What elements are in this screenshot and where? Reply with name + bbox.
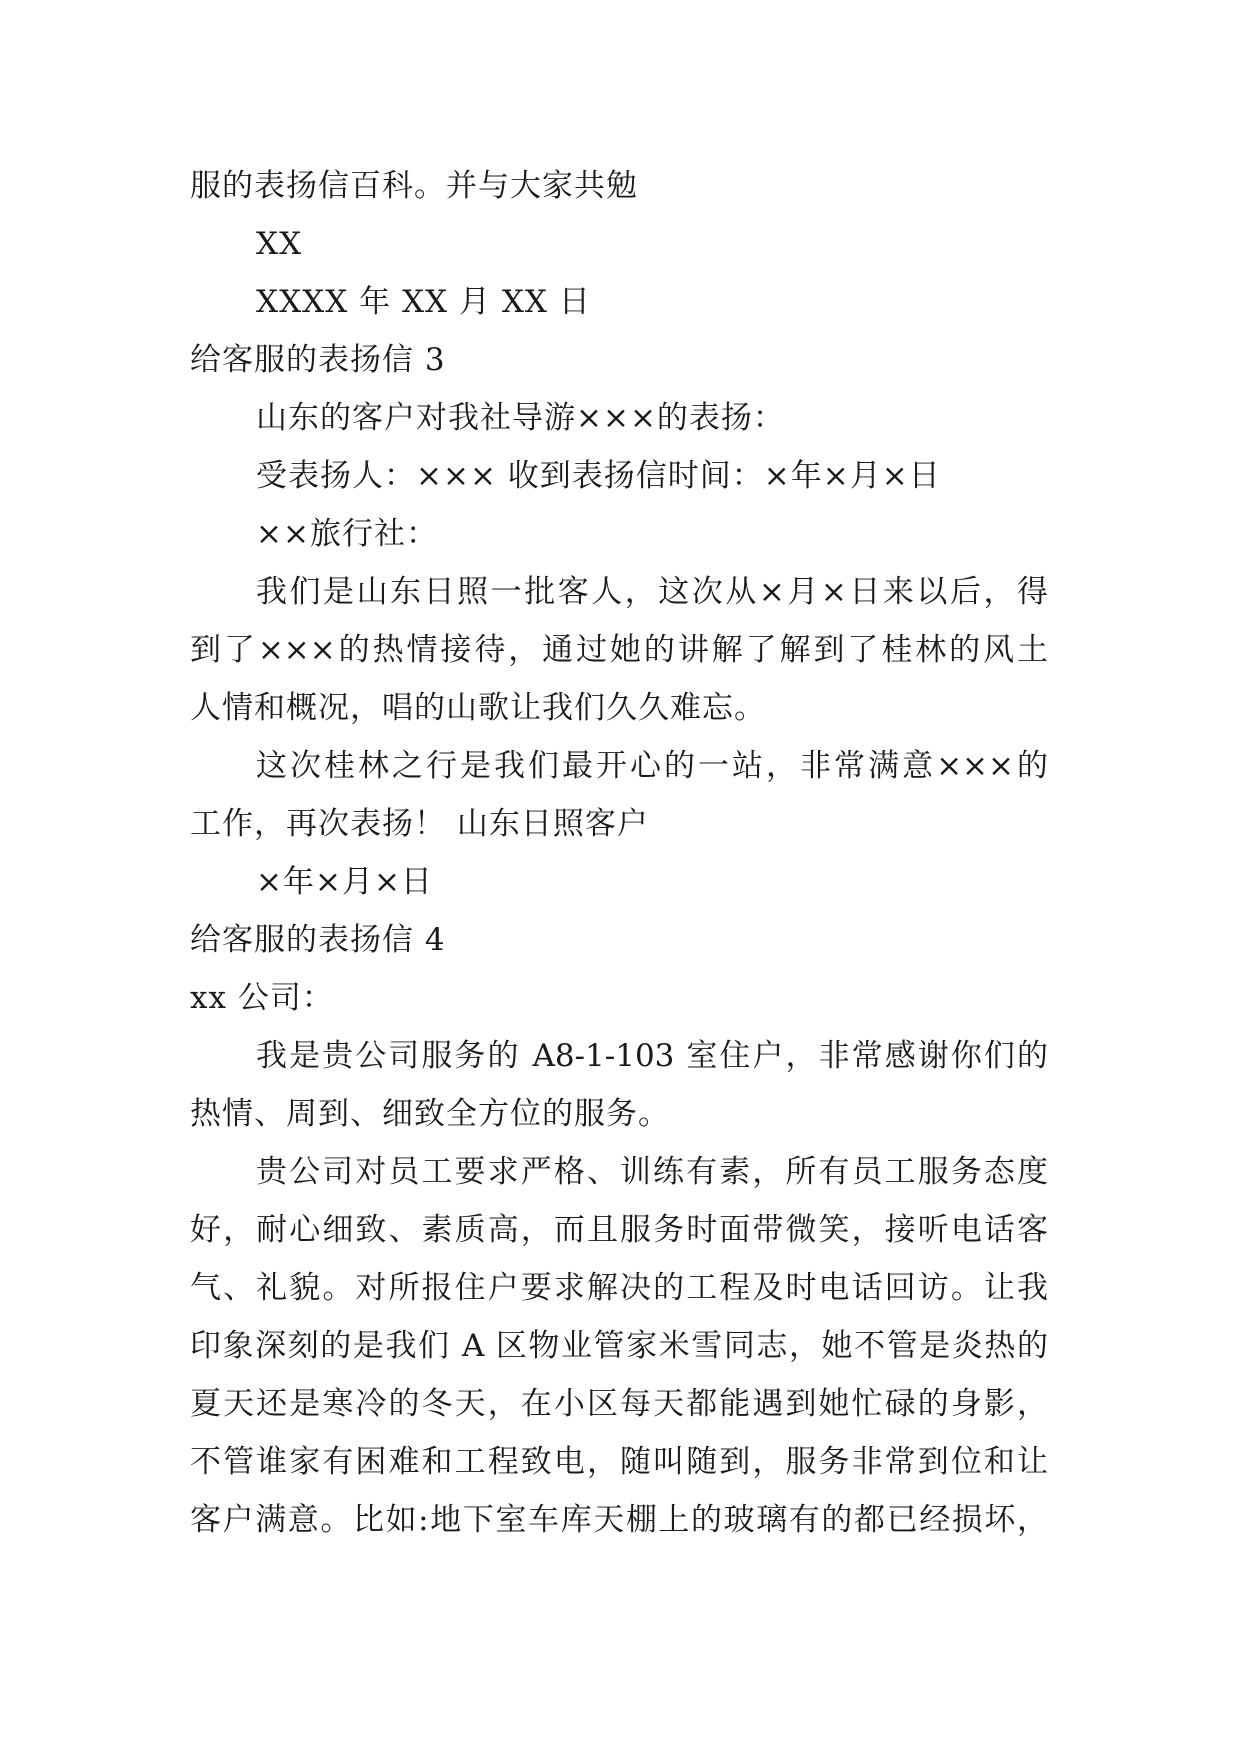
paragraph-line: 夏天还是寒冷的冬天，在小区每天都能遇到她忙碌的身影，	[190, 1386, 1048, 1422]
salutation: ××旅行社：	[256, 516, 438, 552]
paragraph-line: 我是贵公司服务的 A8-1-103 室住户，非常感谢你们的	[256, 1038, 1048, 1074]
recipient-info: 受表扬人：××× 收到表扬信时间：×年×月×日	[256, 458, 941, 494]
signature-date: XXXX 年 XX 月 XX 日	[256, 284, 591, 320]
paragraph-line: 贵公司对员工要求严格、训练有素，所有员工服务态度	[256, 1154, 1048, 1190]
paragraph-line: 好，耐心细致、素质高，而且服务时面带微笑，接听电话客	[190, 1212, 1048, 1248]
paragraph-line: 气、礼貌。对所报住户要求解决的工程及时电话回访。让我	[190, 1270, 1048, 1306]
paragraph-line: 人情和概况，唱的山歌让我们久久难忘。	[190, 690, 766, 726]
section-heading: 给客服的表扬信 4	[190, 922, 446, 958]
paragraph-line: 我们是山东日照一批客人，这次从×月×日来以后，得	[256, 574, 1048, 610]
paragraph-line: 不管谁家有困难和工程致电，随叫随到，服务非常到位和让	[190, 1444, 1048, 1480]
paragraph-line: 热情、周到、细致全方位的服务。	[190, 1096, 670, 1132]
paragraph-line: 到了×××的热情接待，通过她的讲解了解到了桂林的风土	[190, 632, 1048, 668]
salutation: xx 公司：	[190, 980, 334, 1016]
text-line: 服的表扬信百科。并与大家共勉	[190, 168, 638, 204]
paragraph-line: 印象深刻的是我们 A 区物业管家米雪同志，她不管是炎热的	[190, 1328, 1048, 1364]
paragraph-line: 工作，再次表扬！ 山东日照客户	[190, 806, 649, 842]
letter-date: ×年×月×日	[256, 864, 433, 900]
paragraph-line: 客户满意。比如:地下室车库天棚上的玻璃有的都已经损坏，	[190, 1502, 1048, 1538]
signature-name: XX	[256, 226, 303, 262]
paragraph-line: 这次桂林之行是我们最开心的一站，非常满意×××的	[256, 748, 1048, 784]
letter-intro: 山东的客户对我社导游×××的表扬：	[256, 400, 785, 436]
section-heading: 给客服的表扬信 3	[190, 342, 446, 378]
